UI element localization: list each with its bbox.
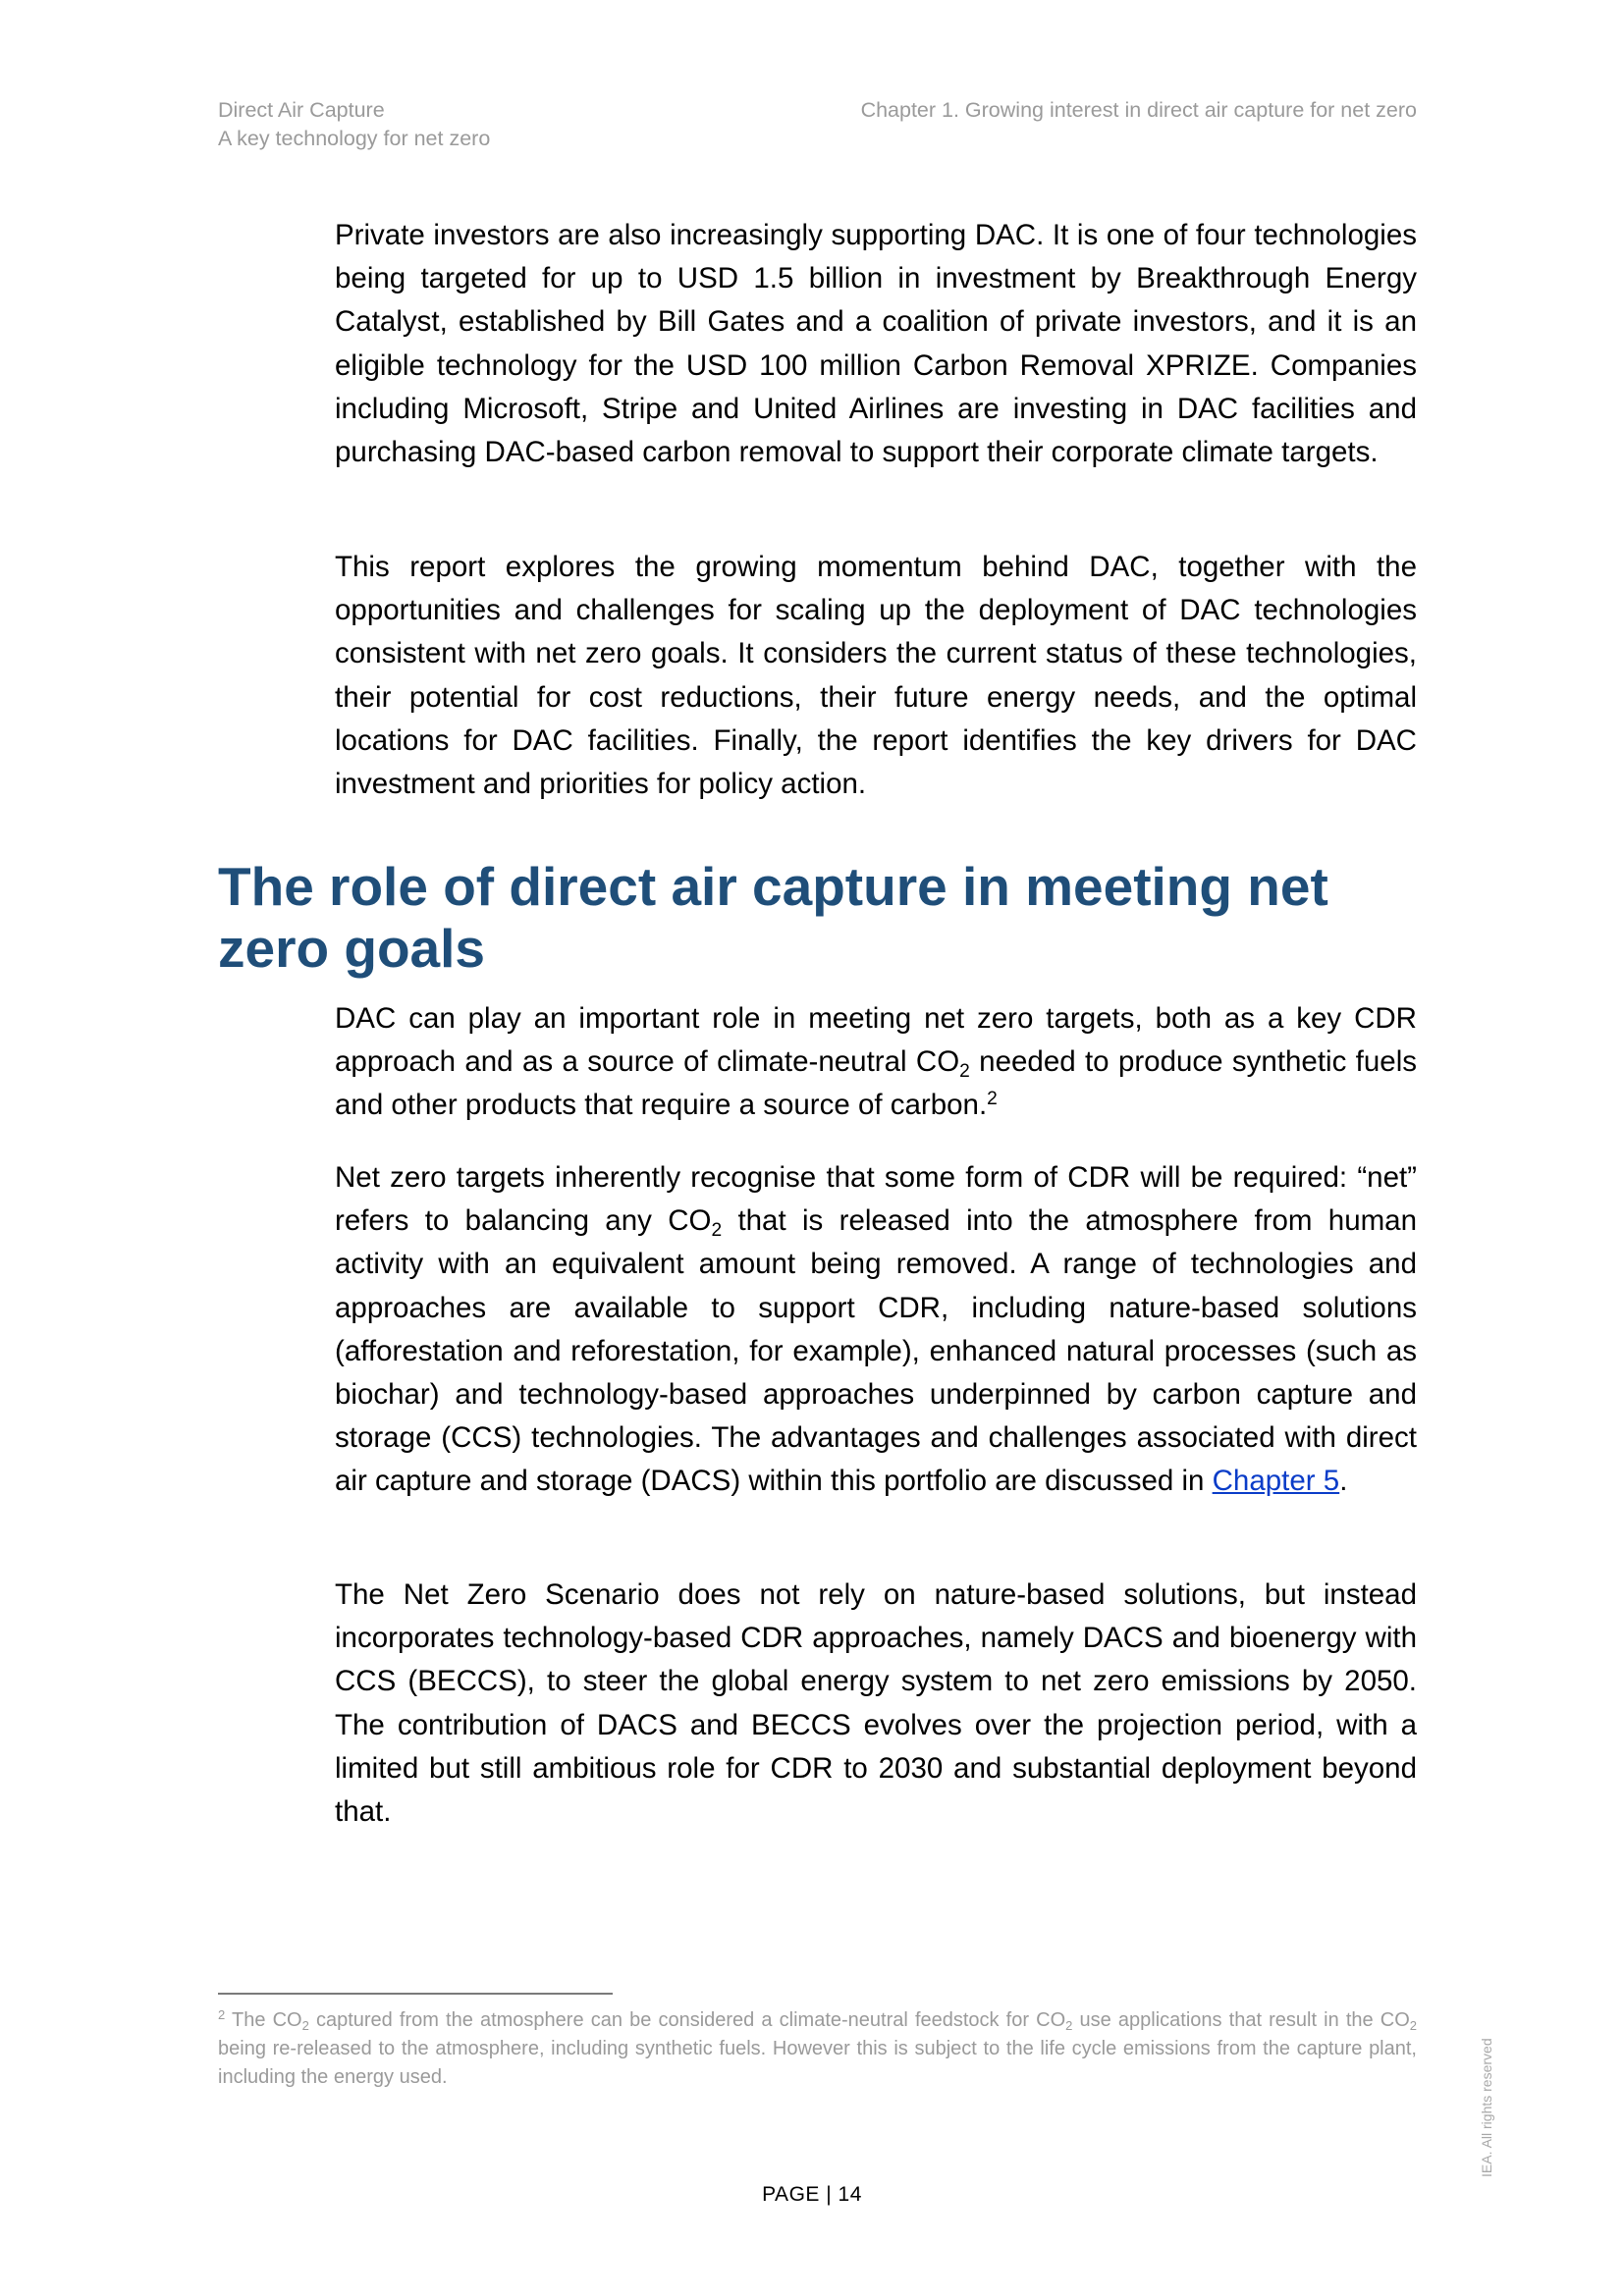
report-subtitle: A key technology for net zero xyxy=(218,127,491,150)
paragraph-net-zero-targets xyxy=(335,1156,1417,1504)
text-run: Net zero targets inherently recognise that some form of CDR will be required: “net” refers to balancing any CO xyxy=(335,1161,1417,1238)
subscript: 2 xyxy=(301,2017,309,2033)
paragraph-text xyxy=(335,1156,1417,1504)
section-heading: The role of direct air capture in meeting net zero goals xyxy=(218,856,1328,979)
paragraph-private-investors xyxy=(335,214,1417,474)
paragraph-text: This report explores the growing momentum behind DAC, together with the opportunities and challenges for scaling up the deployment of DAC technologies consistent with net zero goals. It considers the current status of these technologies, their potential for cost reductions, their future energy needs, and the optimal locations for DAC facilities. Finally, the report identifies the key drivers for DAC investment and priorities for policy action. xyxy=(335,551,1417,801)
report-title: Direct Air Capture xyxy=(218,98,385,122)
footnote-reference[interactable]: 2 xyxy=(987,1088,998,1109)
chapter-5-link[interactable]: Chapter 5 xyxy=(1212,1465,1340,1498)
subscript: 2 xyxy=(1409,2017,1418,2033)
paragraph-report-overview xyxy=(335,546,1417,806)
text-run: . xyxy=(1339,1465,1348,1498)
text-run: The CO xyxy=(225,2009,302,2031)
page-number: PAGE | 14 xyxy=(762,2183,862,2206)
text-run: DAC can play an important role in meeting net zero targets, both as a key CDR approach and as a source of climate-neutral CO xyxy=(335,1002,1417,1079)
running-header-chapter: Chapter 1. Growing interest in direct air capture for net zero xyxy=(860,98,1417,122)
running-header-left xyxy=(218,96,490,153)
paragraph-net-zero-scenario xyxy=(335,1574,1417,1834)
footnote xyxy=(218,2006,1417,2092)
footnote-marker: 2 xyxy=(218,2006,226,2022)
text-run: being re-released to the atmosphere, including synthetic fuels. However this is subject to the life cycle emissions from the capture plant, including the energy used. xyxy=(218,2038,1417,2088)
text-run: that is released into the atmosphere from human activity with an equivalent amount being removed. A range of technologies and approaches are available to support CDR, including nature-based solutions (afforestation and reforestation, for example), enhanced natural processes (such as biochar) and technology-based approaches underpinned by carbon capture and storage (CCS) technologies. The advantages and challenges associated with direct air capture and storage (DACS) within this portfolio are discussed in xyxy=(335,1204,1417,1498)
text-run: use applications that result in the CO xyxy=(1072,2009,1410,2031)
paragraph-text: Private investors are also increasingly supporting DAC. It is one of four technologies being targeted for up to USD 1.5 billion in investment by Breakthrough Energy Catalyst, established by Bill Gates and a coalition of private investors, and it is an eligible technology for the USD 100 million Carbon Removal XPRIZE. Companies including Microsoft, Stripe and United Airlines are investing in DAC facilities and purchasing DAC-based carbon removal to support their corporate climate targets. xyxy=(335,219,1417,469)
text-run: needed to produce synthetic fuels and other products that require a source of carbon. xyxy=(335,1045,1417,1122)
subscript: 2 xyxy=(959,1060,970,1082)
subscript: 2 xyxy=(1065,2017,1073,2033)
rights-notice: IEA. All rights reserved xyxy=(1479,2038,1494,2177)
paragraph-text: The Net Zero Scenario does not rely on nature-based solutions, but instead incorporates technology-based CDR approaches, namely DACS and bioenergy with CCS (BECCS), to steer the global energy system to net zero emissions by 2050. The contribution of DACS and BECCS evolves over the projection period, with a limited but still ambitious role for CDR to 2030 and substantial deployment beyond that. xyxy=(335,1578,1417,1829)
paragraph-dac-role xyxy=(335,997,1417,1128)
text-run: captured from the atmosphere can be considered a climate-neutral feedstock for CO xyxy=(308,2009,1066,2031)
footnote-divider xyxy=(218,1993,613,1995)
paragraph-text xyxy=(335,997,1417,1128)
subscript: 2 xyxy=(711,1219,723,1241)
